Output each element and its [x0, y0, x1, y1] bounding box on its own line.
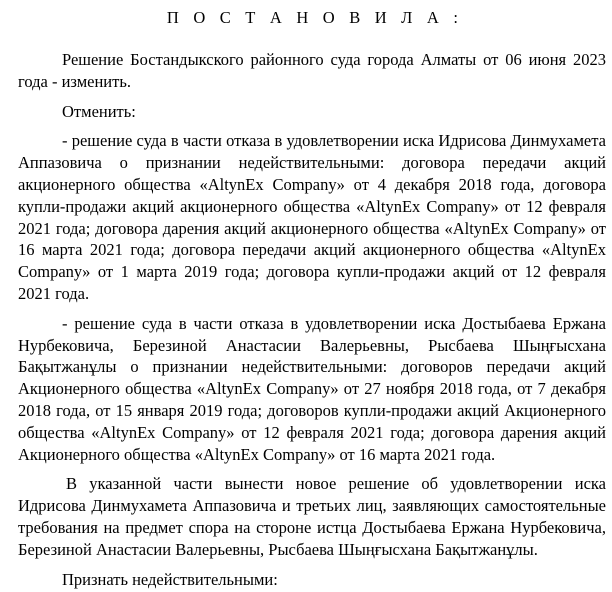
paragraph-cancel: Отменить: — [62, 101, 136, 121]
paragraph-declare-invalid: Признать недействительными: — [62, 569, 278, 589]
paragraph-idrisov-claim: - решение суда в части отказа в удовлетворении иска Идрисова Динмухамета Аппазовича о признании недействительными: договора передачи акций акционерного общества «AltynEx Company» от 4 декабря 2018 года, договора купли-продажи акций акционерного общества «AltynEx Company» от 12 февраля 2021 года; договора дарения акций акционерного общества «AltynEx Company» от 16 марта 2021 года; договора передачи акций акционерного общества «AltynEx Company» от 1 марта 2019 года; договора купли-продажи акций от 12 февраля 2021 года. — [18, 131, 606, 303]
resolution-heading: П О С Т А Н О В И Л А : — [166, 8, 464, 27]
paragraph-change-decision: Решение Бостандыкского районного суда города Алматы от 06 июня 2023 года - изменить. — [18, 50, 606, 91]
paragraph-third-parties-claim: - решение суда в части отказа в удовлетворении иска Достыбаева Ержана Нурбековича, Березиной Анастасии Валерьевны, Рысбаева Шыңғысхана Бақытжанұлы о признании недействительными: договоров передачи акций Акционерного общества «AltynEx Company» от 27 ноября 2018 года, от 7 декабря 2018 года, от 15 января 2019 года; договоров купли-продажи акций Акционерного общества «AltynEx Company» от 12 февраля 2021 года; договора дарения акций Акционерного общества «AltynEx Company» от 16 марта 2021 года. — [18, 313, 606, 464]
paragraph-new-decision: В указанной части вынести новое решение об удовлетворении иска Идрисова Динмухамета Аппазовича и третьих лиц, заявляющих самостоятельные требования на предмет спора на стороне истца Достыбаева Ержана Нурбековича, Березиной Анастасии Валерьевны, Рысбаева Шыңғысхана Бақытжанұлы. — [18, 474, 606, 559]
